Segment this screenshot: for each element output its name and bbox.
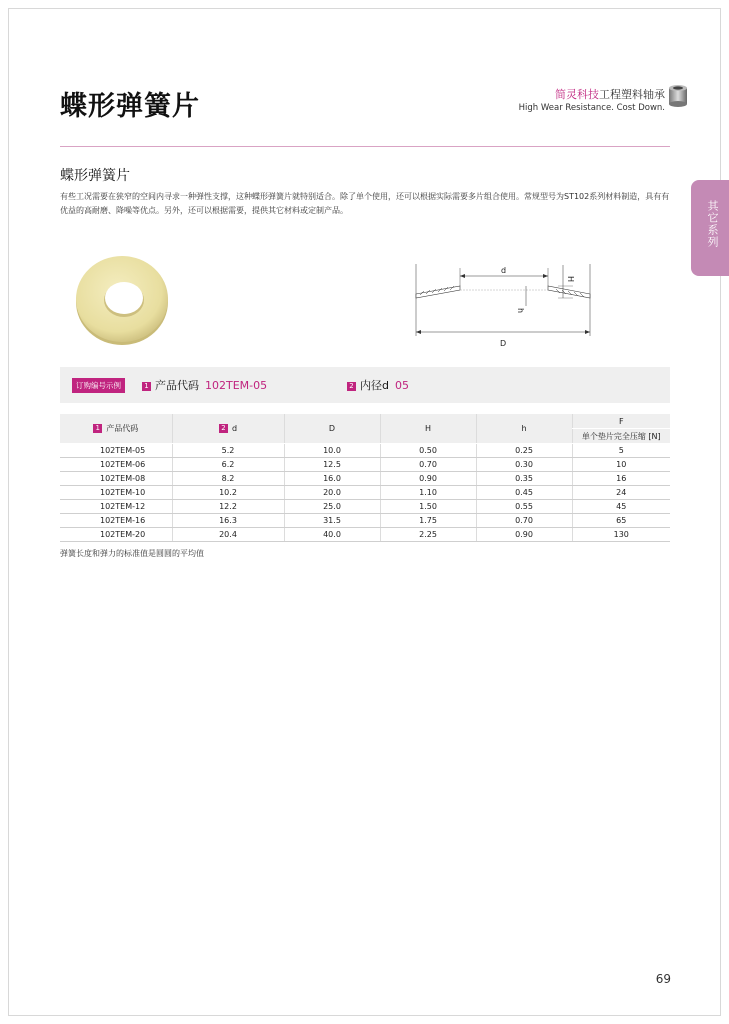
table-cell: 16.3: [172, 514, 284, 528]
table-cell: 1.75: [380, 514, 476, 528]
header-force: F: [572, 414, 670, 429]
order-item-value: 05: [394, 379, 409, 392]
side-tab-other-series[interactable]: [691, 180, 729, 276]
header-force-sub: 单个垫片完全压缩 [N]: [572, 429, 670, 444]
table-cell: 102TEM-10: [60, 486, 172, 500]
label-inner-diameter: d: [501, 266, 507, 275]
table-cell: 0.55: [476, 500, 572, 514]
washer-cross-section-diagram: [408, 262, 598, 354]
table-cell: 16.0: [284, 472, 380, 486]
bearing-icon: [667, 84, 689, 108]
table-row: [60, 444, 670, 458]
table-cell: 102TEM-08: [60, 472, 172, 486]
washer-photo: [74, 252, 170, 348]
table-cell: 102TEM-06: [60, 458, 172, 472]
order-example-bar: [60, 367, 670, 403]
brand-name: [519, 86, 665, 102]
table-row: [60, 472, 670, 486]
header-thickness: h: [476, 414, 572, 444]
order-item-label: 内径d: [360, 379, 389, 392]
number-badge: 1: [142, 382, 151, 391]
table-cell: 16: [572, 472, 670, 486]
table-cell: 0.35: [476, 472, 572, 486]
table-cell: 0.50: [380, 444, 476, 458]
table-cell: 5: [572, 444, 670, 458]
table-cell: 10: [572, 458, 670, 472]
table-cell: 20.0: [284, 486, 380, 500]
brand-highlight: 简灵科技: [555, 88, 599, 101]
table-cell: 2.25: [380, 528, 476, 542]
brand-block: [519, 86, 665, 113]
brand-slogan: High Wear Resistance. Cost Down.: [518, 103, 665, 113]
spec-table-body: [60, 444, 670, 542]
brand-rest: 工程塑料轴承: [599, 88, 665, 101]
footnote: 弹簧长度和弹力的标准值是圆圆的平均值: [60, 549, 204, 558]
title-divider: [60, 146, 670, 147]
label-outer-diameter: D: [500, 339, 507, 348]
number-badge: 2: [219, 424, 228, 433]
label-thickness: h: [516, 308, 525, 314]
header-total-height: H: [380, 414, 476, 444]
table-cell: 12.2: [172, 500, 284, 514]
table-cell: 45: [572, 500, 670, 514]
table-cell: 31.5: [284, 514, 380, 528]
number-badge: 1: [93, 424, 102, 433]
order-item-product-code: [142, 377, 267, 393]
section-heading: 蝶形弹簧片: [60, 168, 130, 184]
table-cell: 0.70: [476, 514, 572, 528]
table-cell: 1.10: [380, 486, 476, 500]
table-cell: 10.0: [284, 444, 380, 458]
page-number: 69: [655, 972, 671, 986]
table-row: [60, 528, 670, 542]
table-cell: 8.2: [172, 472, 284, 486]
header-product-code: 1 产品代码: [60, 414, 172, 444]
spec-table: [60, 414, 670, 542]
header-outer-diameter: D: [284, 414, 380, 444]
table-cell: 10.2: [172, 486, 284, 500]
table-cell: 20.4: [172, 528, 284, 542]
table-cell: 6.2: [172, 458, 284, 472]
table-cell: 65: [572, 514, 670, 528]
header-inner-diameter: 2 d: [172, 414, 284, 444]
table-cell: 0.70: [380, 458, 476, 472]
intro-paragraph: 有些工况需要在狭窄的空间内寻求一种弹性支撑，这种蝶形弹簧片就特别适合。除了单个使用，还可以根据实际需要多片组合使用。常规型号为ST102系列材料制造，具有有优益的高耐磨、降噪等优点。另外，还可以根据需要，提供其它材料或定制产品。: [60, 192, 670, 215]
page-title: 蝶形弹簧片: [60, 91, 200, 122]
table-cell: 1.50: [380, 500, 476, 514]
table-cell: 25.0: [284, 500, 380, 514]
order-item-label: 产品代码: [155, 379, 199, 392]
label-total-height: H: [566, 276, 575, 283]
table-cell: 0.90: [380, 472, 476, 486]
table-row: [60, 486, 670, 500]
order-item-value: 102TEM-05: [205, 379, 268, 392]
table-cell: 102TEM-12: [60, 500, 172, 514]
table-cell: 5.2: [172, 444, 284, 458]
table-cell: 12.5: [284, 458, 380, 472]
table-cell: 102TEM-20: [60, 528, 172, 542]
table-cell: 0.90: [476, 528, 572, 542]
table-row: [60, 458, 670, 472]
side-tab-label: 其它系列: [706, 200, 719, 248]
order-example-tag: 订购编号示例: [72, 378, 125, 393]
table-row: [60, 514, 670, 528]
table-cell: 0.45: [476, 486, 572, 500]
table-cell: 102TEM-05: [60, 444, 172, 458]
table-cell: 40.0: [284, 528, 380, 542]
table-cell: 0.30: [476, 458, 572, 472]
table-cell: 0.25: [476, 444, 572, 458]
table-cell: 24: [572, 486, 670, 500]
table-cell: 102TEM-16: [60, 514, 172, 528]
table-cell: 130: [572, 528, 670, 542]
number-badge: 2: [347, 382, 356, 391]
order-item-inner-diameter: [347, 377, 409, 393]
table-row: [60, 500, 670, 514]
